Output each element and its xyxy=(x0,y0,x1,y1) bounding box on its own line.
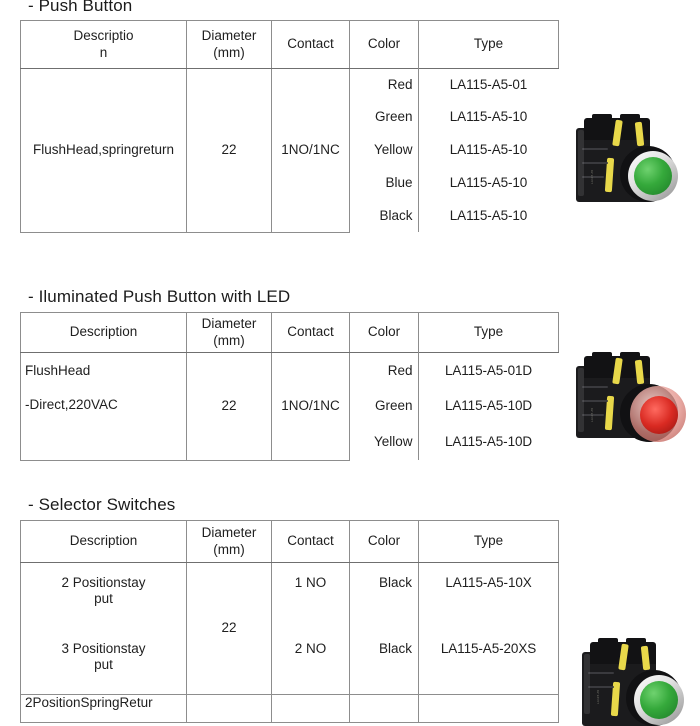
col-header-type: Type xyxy=(419,21,559,69)
cell-type: LA115-A5-10 xyxy=(449,142,528,158)
cell-description xyxy=(21,353,187,461)
cell-color: Black xyxy=(350,629,419,695)
cell-contact: 1NO/1NC xyxy=(272,69,350,233)
cell-description: FlushHead,springreturn xyxy=(21,69,187,233)
cell-type: LA115-A5-10D xyxy=(444,398,533,414)
green-selector-switch-photo: LA115 A5 xyxy=(572,630,696,700)
diameter-header-line2: (mm) xyxy=(213,44,245,60)
col-header-description: Description xyxy=(21,521,187,563)
cell-color: Green xyxy=(374,398,413,414)
cell-type: LA115-A5-10 xyxy=(449,207,528,223)
cell-contact: 1 NO xyxy=(272,563,350,629)
desc-header-line2: n xyxy=(99,44,108,60)
col-header-contact: Contact xyxy=(272,521,350,563)
section-title-push-button: - Push Button xyxy=(28,0,133,15)
col-header-type: Type xyxy=(419,313,559,353)
section-title-selector-switches: - Selector Switches xyxy=(28,495,176,514)
cell-type: LA115-A5-10X xyxy=(419,563,559,629)
description-line2: put xyxy=(94,656,113,672)
cell-type: LA115-A5-20XS xyxy=(419,629,559,695)
cell-contact: 1NO/1NC xyxy=(272,353,350,461)
divider-color-type-1 xyxy=(418,68,419,232)
cell-description: 2PositionSpringRetur xyxy=(21,695,187,723)
table-header-row xyxy=(21,521,559,563)
diameter-header-line2: (mm) xyxy=(213,541,245,557)
cell-diameter xyxy=(187,695,272,723)
cell-color: Red xyxy=(387,76,413,92)
diameter-header-line1: Diameter xyxy=(201,525,257,541)
col-header-contact: Contact xyxy=(272,313,350,353)
description-line2: -Direct,220VAC xyxy=(25,397,118,413)
table-header-row xyxy=(21,313,559,353)
col-header-color: Color xyxy=(350,521,419,563)
col-header-contact: Contact xyxy=(272,21,350,69)
col-header-diameter xyxy=(187,313,272,353)
cell-contact: 2 NO xyxy=(272,629,350,695)
cell-type: LA115-A5-10D xyxy=(444,434,533,450)
diameter-header-line2: (mm) xyxy=(213,332,245,348)
diameter-header-line1: Diameter xyxy=(201,28,257,44)
col-header-diameter xyxy=(187,21,272,69)
red-illuminated-push-button-photo: LA115 A5 xyxy=(568,342,696,460)
col-header-description: Description xyxy=(21,313,187,353)
cell-color: Blue xyxy=(385,175,413,191)
description-line2: put xyxy=(94,591,113,607)
divider-color-type-2 xyxy=(418,352,419,460)
push-button-table xyxy=(20,20,559,233)
table-row xyxy=(21,563,559,629)
description-line1: 3 Positionstay xyxy=(61,640,146,656)
cell-color: Black xyxy=(350,563,419,629)
description-line1: 2 Positionstay xyxy=(61,575,146,590)
cell-description xyxy=(21,629,187,695)
table-row xyxy=(21,629,559,695)
col-header-diameter xyxy=(187,521,272,563)
cell-type: LA115-A5-01 xyxy=(449,76,528,92)
cell-type: LA115-A5-10 xyxy=(449,175,528,191)
cell-contact xyxy=(272,695,350,723)
cell-color: Yellow xyxy=(373,434,413,450)
diameter-header-line1: Diameter xyxy=(201,316,257,332)
selector-switches-table xyxy=(20,520,559,723)
desc-header-line1: Descriptio xyxy=(73,28,134,44)
col-header-description xyxy=(21,21,187,69)
green-flush-push-button-photo: LA115 A5 xyxy=(566,106,690,220)
table-row xyxy=(21,353,559,389)
col-header-color: Color xyxy=(350,313,419,353)
cell-color: Black xyxy=(379,207,413,223)
cell-diameter: 22 xyxy=(187,353,272,461)
description-line1: FlushHead xyxy=(25,363,91,378)
cell-color xyxy=(350,695,419,723)
col-header-color: Color xyxy=(350,21,419,69)
cell-diameter: 22 xyxy=(187,563,272,695)
cell-type: LA115-A5-01D xyxy=(444,362,533,378)
table-header-row xyxy=(21,21,559,69)
cell-color: Green xyxy=(374,109,413,125)
cell-description xyxy=(21,563,187,629)
cell-color: Red xyxy=(387,362,413,378)
cell-type xyxy=(419,695,559,723)
illuminated-push-button-table xyxy=(20,312,559,461)
cell-color: Yellow xyxy=(373,142,413,158)
cell-type: LA115-A5-10 xyxy=(449,109,528,125)
table-row-cutoff xyxy=(21,695,559,723)
cell-diameter: 22 xyxy=(187,69,272,233)
col-header-type: Type xyxy=(419,521,559,563)
section-title-illuminated-push-button: - Iluminated Push Button with LED xyxy=(28,287,291,306)
table-row xyxy=(21,69,559,102)
